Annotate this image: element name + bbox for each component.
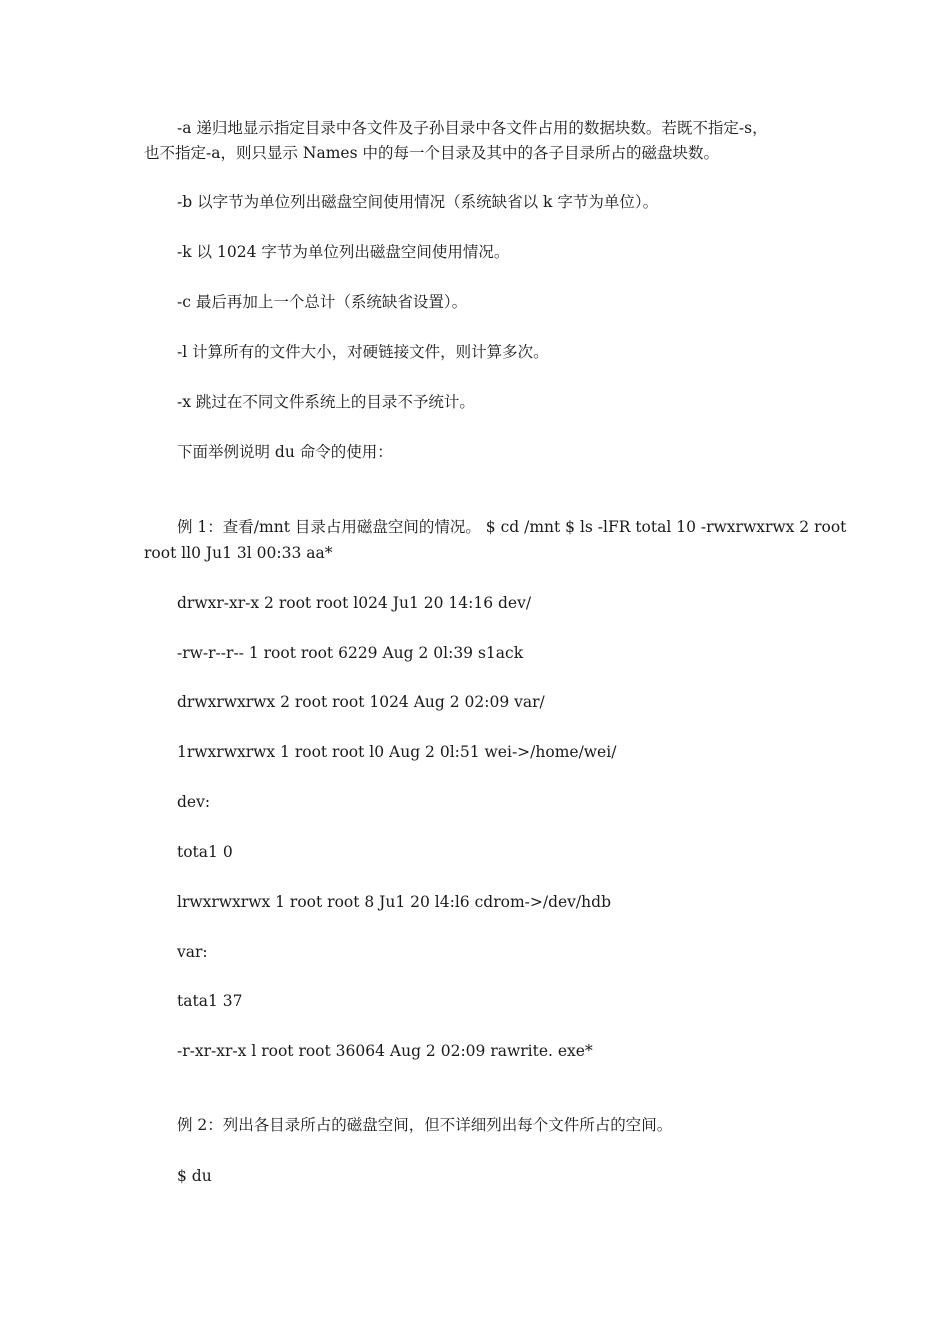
listing-line: 1rwxrwxrwx 1 root root l0 Aug 2 0l:51 wei->/home/wei/ <box>177 743 617 761</box>
listing-line: tota1 0 <box>177 843 233 861</box>
examples-intro: 下面举例说明 du 命令的使用： <box>177 443 393 461</box>
listing-line: lrwxrwxrwx 1 root root 8 Ju1 20 l4:l6 cdrom->/dev/hdb <box>177 893 611 911</box>
command-line: $ du <box>177 1167 212 1185</box>
listing-line: drwxrwxrwx 2 root root 1024 Aug 2 02:09 var/ <box>177 693 545 711</box>
option-c-line: -c 最后再加上一个总计（系统缺省设置）。 <box>177 293 468 311</box>
option-a-line-1: -a 递归地显示指定目录中各文件及子孙目录中各文件占用的数据块数。若既不指定-s， <box>177 119 768 137</box>
listing-line: drwxr-xr-x 2 root root l024 Ju1 20 14:16 dev/ <box>177 594 532 612</box>
option-k-line: -k 以 1024 字节为单位列出磁盘空间使用情况。 <box>177 243 510 261</box>
option-l-line: -l 计算所有的文件大小，对硬链接文件，则计算多次。 <box>177 343 549 361</box>
example-1-line-1: 例 1：查看/mnt 目录占用磁盘空间的情况。 $ cd /mnt $ ls -lFR total 10 -rwxrwxrwx 2 root <box>177 518 847 536</box>
option-x-line: -x 跳过在不同文件系统上的目录不予统计。 <box>177 393 475 411</box>
option-a-line-2: 也不指定-a，则只显示 Names 中的每一个目录及其中的各子目录所占的磁盘块数。 <box>144 144 719 162</box>
listing-line: dev: <box>177 793 211 811</box>
listing-line: tata1 37 <box>177 992 243 1010</box>
listing-line: var: <box>177 943 208 961</box>
example-2-line: 例 2：列出各目录所占的磁盘空间，但不详细列出每个文件所占的空间。 <box>177 1116 673 1134</box>
listing-line: -rw-r--r-- 1 root root 6229 Aug 2 0l:39 s1ack <box>177 644 524 662</box>
example-1-line-2: root ll0 Ju1 3l 00:33 aa* <box>144 544 333 562</box>
listing-line: -r-xr-xr-x l root root 36064 Aug 2 02:09 rawrite. exe* <box>177 1042 593 1060</box>
option-b-line: -b 以字节为单位列出磁盘空间使用情况（系统缺省以 k 字节为单位）。 <box>177 193 659 211</box>
